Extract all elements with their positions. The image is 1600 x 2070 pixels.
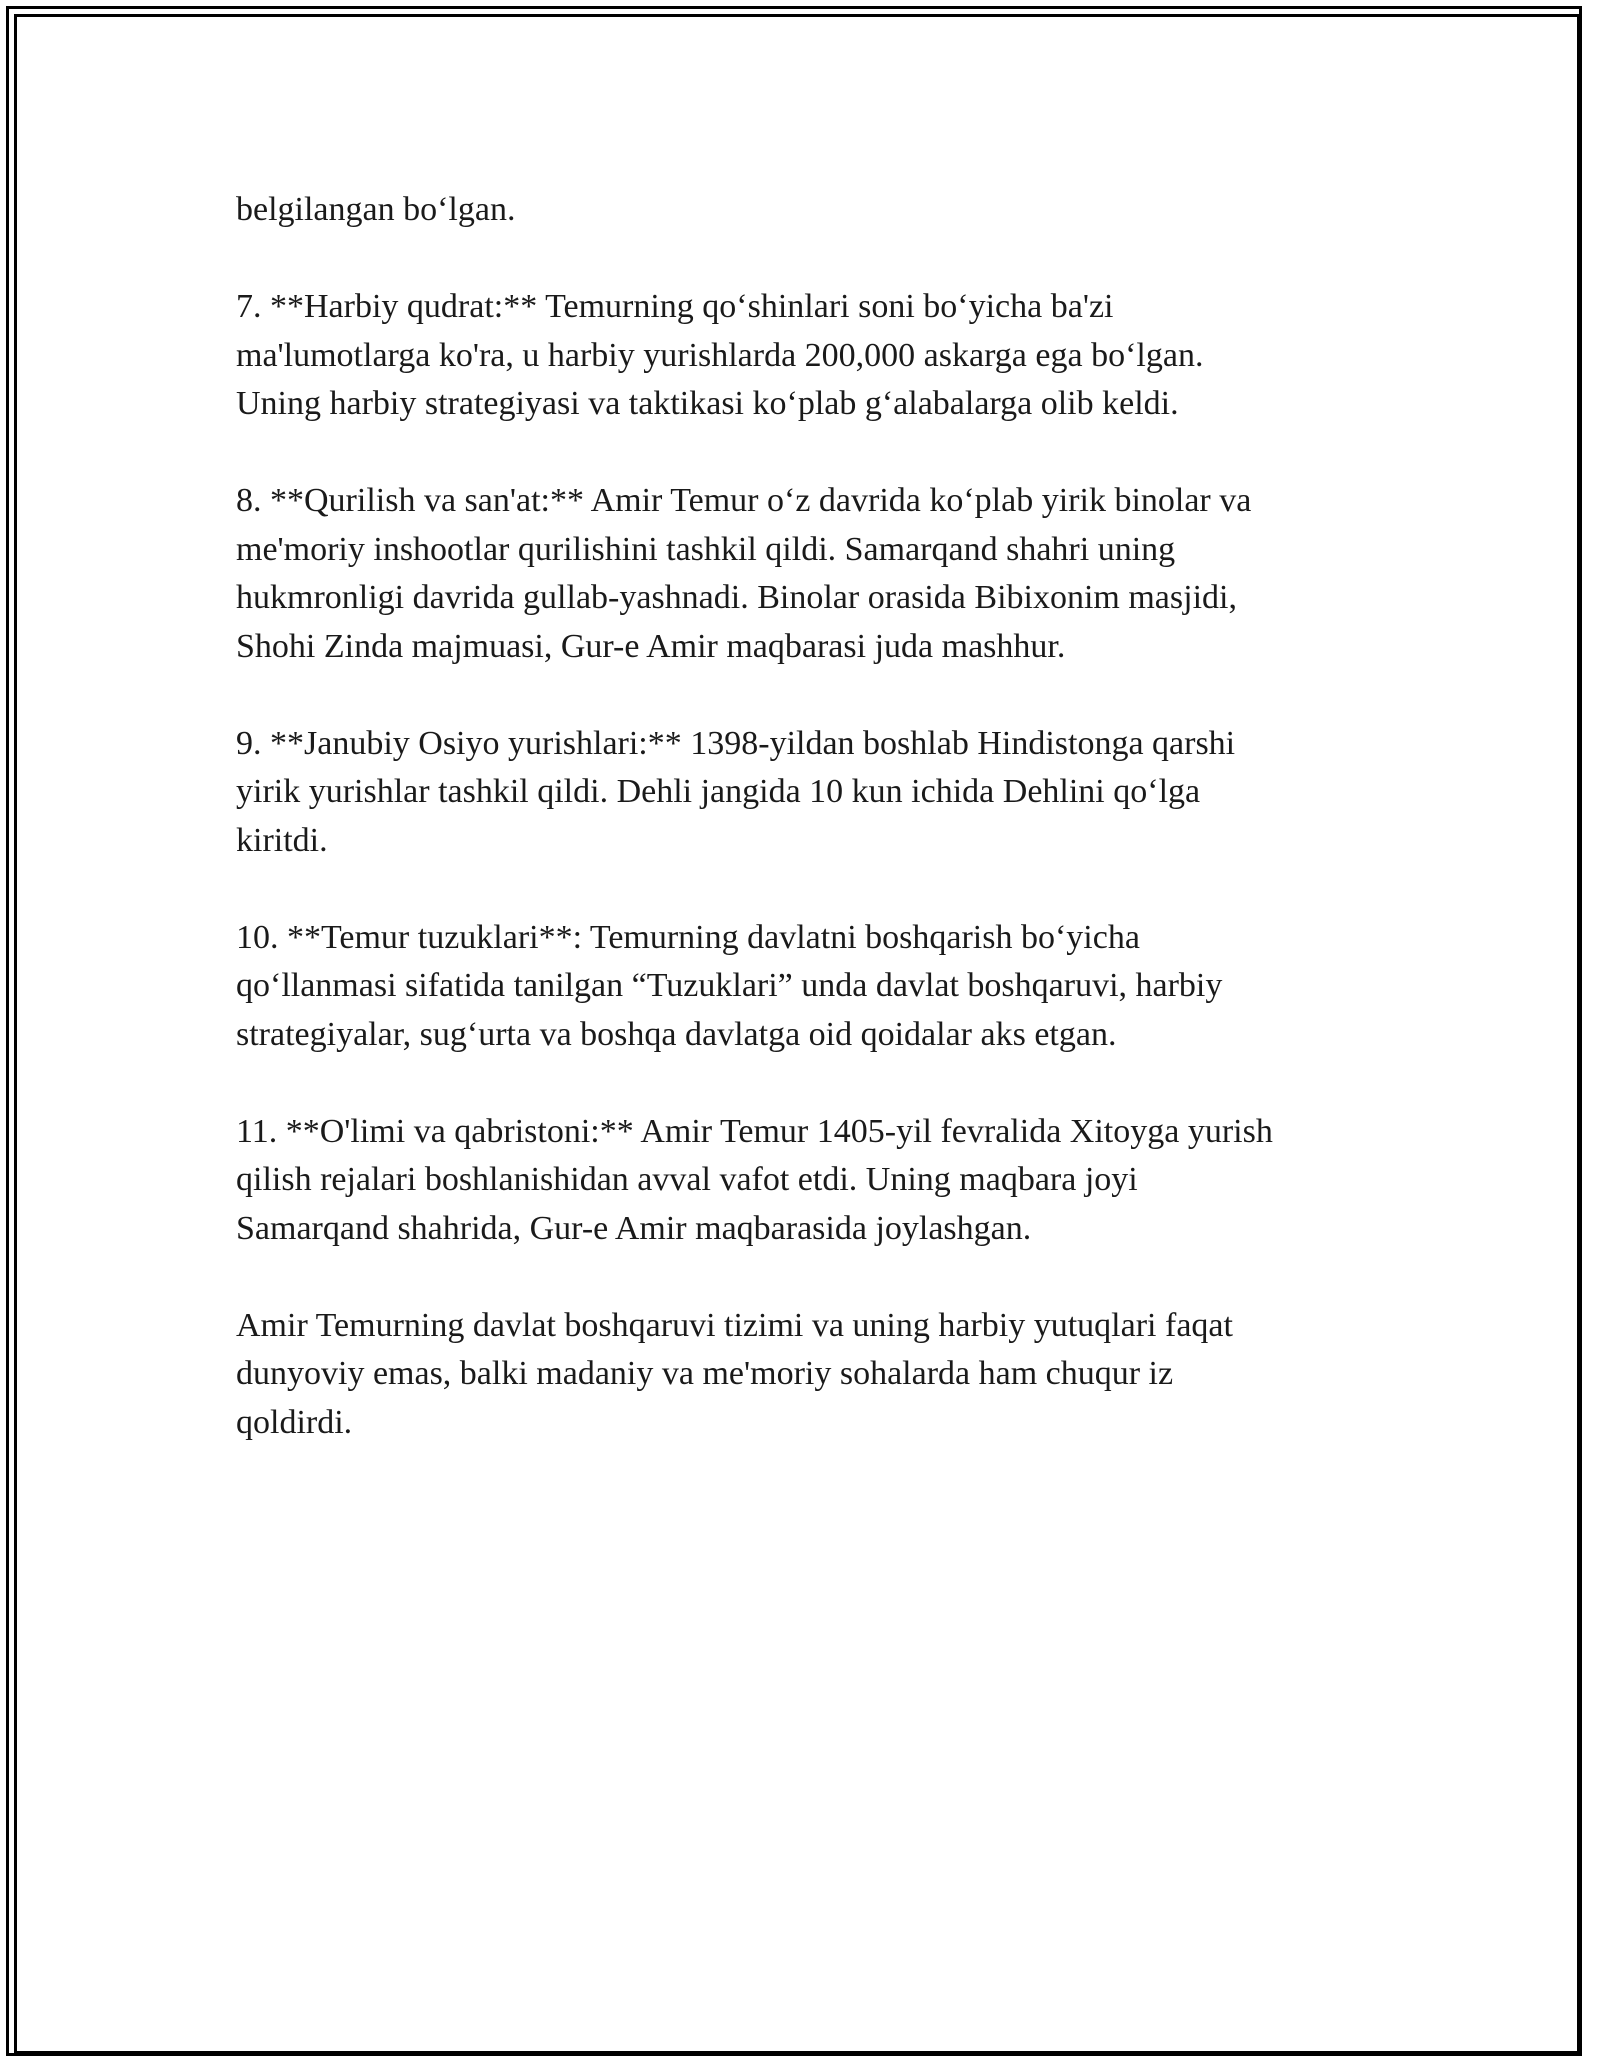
text-line: Shohi Zinda majmuasi, Gur-e Amir maqbarasi juda mashhur.	[236, 627, 1066, 665]
text-line: 8. **Qurilish va san'at:** Amir Temur o‘z davrida ko‘plab yirik binolar va	[236, 482, 1252, 519]
text-line: qo‘llanmasi sifatida tanilgan “Tuzuklari” unda davlat boshqaruvi, harbiy	[236, 967, 1223, 1004]
paragraph-harbiy-qudrat	[236, 283, 1396, 429]
text-line: Amir Temurning davlat boshqaruvi tizimi va uning harbiy yutuqlari faqat	[236, 1306, 1233, 1344]
text-line: qilish rejalari boshlanishidan avval vafot etdi. Uning maqbara joyi	[236, 1161, 1138, 1198]
text-line: hukmronligi davrida gullab-yashnadi. Binolar orasida Bibixonim masjidi,	[236, 579, 1237, 616]
paragraph-temur-tuzuklari	[236, 914, 1396, 1060]
text-line: 11. **O'limi va qabristoni:** Amir Temur 1405-yil fevralida Xitoyga yurish	[236, 1112, 1273, 1150]
text-line: qoldirdi.	[236, 1403, 353, 1441]
paragraph-conclusion	[236, 1302, 1396, 1448]
text-line: 9. **Janubiy Osiyo yurishlari:** 1398-yildan boshlab Hindistonga qarshi	[236, 724, 1236, 762]
text-line: strategiyalar, sug‘urta va boshqa davlatga oid qoidalar aks etgan.	[236, 1015, 1117, 1053]
text-line: belgilangan bo‘lgan.	[236, 191, 516, 228]
document-body	[236, 186, 1396, 1496]
text-line: me'moriy inshootlar qurilishini tashkil qildi. Samarqand shahri uning	[236, 530, 1176, 568]
text-line: Uning harbiy strategiyasi va taktikasi ko‘plab g‘alabalarga olib keldi.	[236, 385, 1179, 422]
paragraph-janubiy-osiyo	[236, 720, 1396, 866]
text-line: ma'lumotlarga ko'ra, u harbiy yurishlarda 200,000 askarga ega bo‘lgan.	[236, 336, 1204, 374]
text-line: 7. **Harbiy qudrat:** Temurning qo‘shinlari soni bo‘yicha ba'zi	[236, 288, 1114, 325]
paragraph-olimi-va-qabristoni	[236, 1108, 1396, 1254]
text-line: kiritdi.	[236, 821, 328, 859]
paragraph-continuation	[236, 186, 1396, 235]
text-line: dunyoviy emas, balki madaniy va me'moriy sohalarda ham chuqur iz	[236, 1355, 1174, 1392]
text-line: Samarqand shahrida, Gur-e Amir maqbarasida joylashgan.	[236, 1209, 1032, 1247]
text-line: yirik yurishlar tashkil qildi. Dehli jangida 10 kun ichida Dehlini qo‘lga	[236, 773, 1201, 810]
text-line: 10. **Temur tuzuklari**: Temurning davlatni boshqarish bo‘yicha	[236, 918, 1140, 956]
paragraph-qurilish-va-sanat	[236, 477, 1396, 671]
